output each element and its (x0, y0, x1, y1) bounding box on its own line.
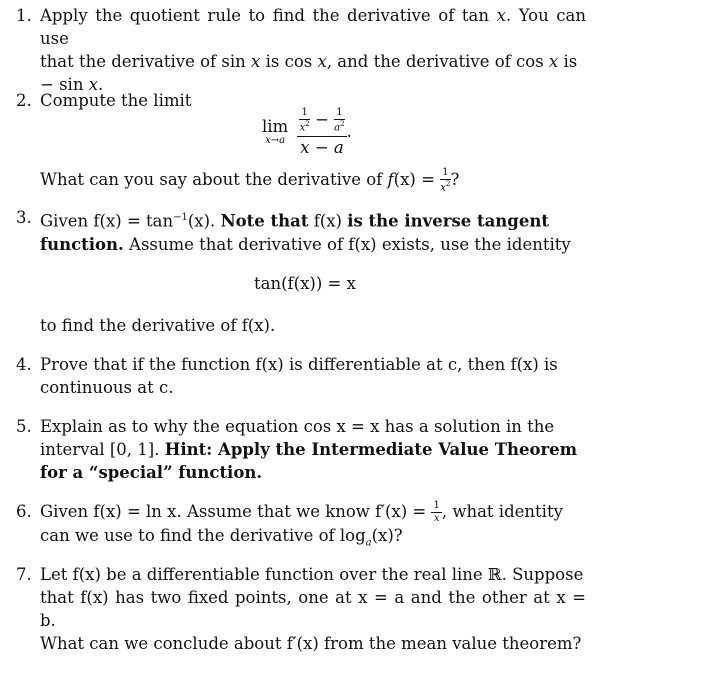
problem-number: 1. (16, 6, 32, 25)
problem-1-line-3: − sin x. (40, 75, 104, 94)
problem-2-text: Compute the limit (40, 91, 192, 110)
problem-4-line-1: Prove that if the function f(x) is differentiable at c, then f(x) is (40, 355, 558, 374)
problem-4 (16, 353, 586, 399)
problem-5-line-3: for a “special” function. (40, 463, 263, 482)
problem-1 (16, 4, 586, 96)
problem-1-line-1: Apply the quotient rule to find the derivative of tan x. You can use (40, 6, 586, 48)
limit-expression: lim x→a $\frac{1}{x^2}$ − $\frac{1}{a^2}$ x − a . (262, 107, 352, 158)
problem-number: 4. (16, 355, 32, 374)
problem-5-line-1: Explain as to why the equation cos x = x has a solution in the (40, 417, 555, 436)
problem-3-line-1: Given $f(x) = \tan^{-1}(x)$. Note that f(x) is the inverse tangent (40, 211, 549, 231)
problem-4-line-2: continuous at c. (40, 378, 174, 397)
problem-3 (16, 206, 586, 256)
problem-7-line-1: Let f(x) be a differentiable function over the real line ℝ. Suppose (40, 565, 584, 584)
limit-fraction: $\frac{1}{x^2}$ − $\frac{1}{a^2}$ x − a (297, 108, 346, 157)
problem-7-line-3: What can we conclude about f′(x) from the mean value theorem? (40, 634, 582, 653)
problem-5 (16, 415, 586, 484)
lim-operator: lim (262, 117, 289, 137)
problem-6-line-1: Given f(x) = ln x. Assume that we know f′(x) = $\frac{1}{x}$ , what identity (40, 500, 563, 524)
problem-number: 5. (16, 417, 32, 436)
problem-6-line-2: can we use to find the derivative of $\log_a(x)$? (40, 526, 403, 549)
identity-equation: tan(f(x)) = x (254, 274, 356, 293)
problem-number: 6. (16, 502, 32, 521)
problem-3-line-3: to find the derivative of f(x). (40, 316, 276, 335)
problem-6 (16, 500, 586, 554)
problem-5-line-2: interval [0, 1]. Hint: Apply the Intermediate Value Theorem (40, 440, 578, 459)
problem-7-line-2: that f(x) has two fixed points, one at x = a and the other at x = b. (40, 588, 586, 630)
problem-3-line-2: function. Assume that derivative of f(x) exists, use the identity (40, 234, 571, 254)
problem-number: 7. (16, 565, 32, 584)
problem-7 (16, 563, 586, 655)
problem-1-line-2: that the derivative of sin x is cos x, and the derivative of cos x is (40, 52, 578, 71)
lim-subscript: x→a (265, 134, 286, 146)
problem-number: 2. (16, 91, 32, 110)
problem-2-question: What can you say about the derivative of f(x) = $\frac{1}{x^2}$ ? (40, 167, 460, 194)
problem-number: 3. (16, 208, 32, 227)
